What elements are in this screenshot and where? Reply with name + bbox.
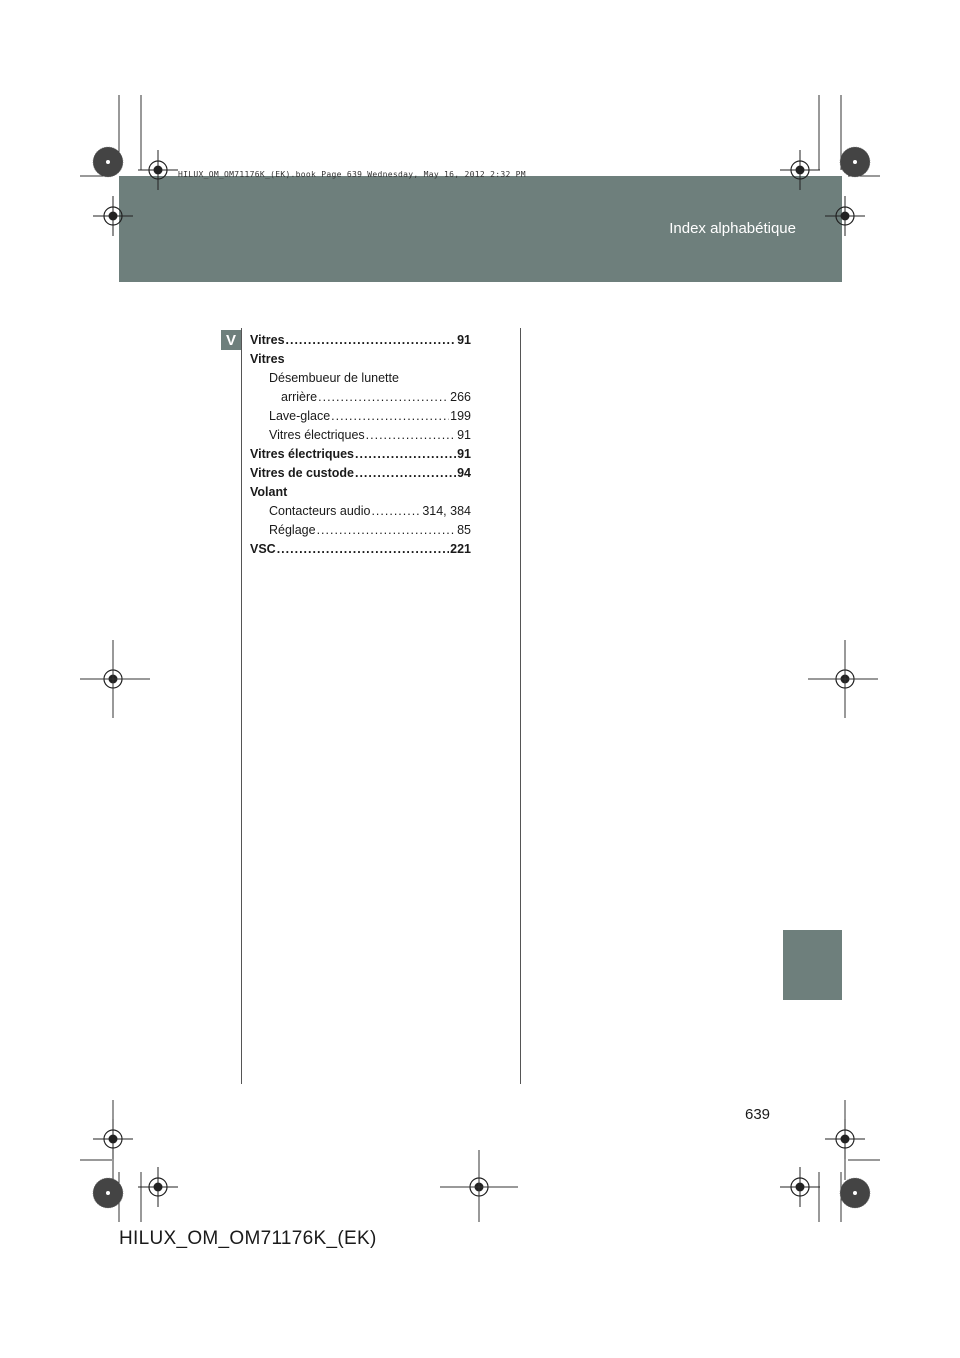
entry-page: 94	[457, 466, 471, 480]
entry-label: Vitres	[250, 333, 285, 347]
registration-star-bottom-right	[840, 1178, 870, 1208]
entry-page: 91	[457, 447, 471, 461]
registration-mark-upper-left	[93, 196, 133, 236]
entry-label: Vitres	[250, 352, 285, 366]
registration-star-bottom-left	[93, 1178, 123, 1208]
entry-label: Vitres électriques	[250, 447, 354, 461]
entry-page: 314, 384	[422, 504, 471, 518]
entry-page: 221	[450, 542, 471, 556]
book-code: HILUX_OM_OM71176K_(EK)	[119, 1228, 377, 1249]
entry-page: 91	[457, 428, 471, 442]
registration-mark-lower-right	[825, 1119, 865, 1159]
entry-label: Réglage	[269, 523, 316, 537]
registration-star-top-left	[93, 147, 123, 177]
registration-mark-bottom-left	[138, 1167, 178, 1207]
entry-label: arrière	[281, 390, 318, 404]
registration-mark-top-right	[780, 150, 820, 190]
entry-page: 85	[457, 523, 471, 537]
entry-label: Désembueur de lunette	[269, 371, 399, 385]
entry-label: VSC	[250, 542, 276, 556]
entry-label: Contacteurs audio	[269, 504, 371, 518]
section-letter-badge: V	[221, 330, 241, 350]
entry-label: Lave-glace	[269, 409, 331, 423]
entry-page: 199	[450, 409, 471, 423]
print-slug: HILUX_OM_OM71176K_(EK).book Page 639 Wednesday, May 16, 2012 2:32 PM	[178, 170, 526, 179]
registration-mark-top-left	[138, 150, 178, 190]
entry-page: 266	[450, 390, 471, 404]
entry-label: Vitres électriques	[269, 428, 365, 442]
registration-mark-lower-left	[93, 1119, 133, 1159]
entry-label: Vitres de custode	[250, 466, 354, 480]
section-title: Index alphabétique	[669, 220, 796, 237]
registration-mark-bottom-right	[780, 1167, 820, 1207]
page-number: 639	[745, 1106, 771, 1123]
entry-label: Volant	[250, 485, 288, 499]
registration-star-top-right	[840, 147, 870, 177]
entry-page: 91	[457, 333, 471, 347]
registration-mark-upper-right	[825, 196, 865, 236]
